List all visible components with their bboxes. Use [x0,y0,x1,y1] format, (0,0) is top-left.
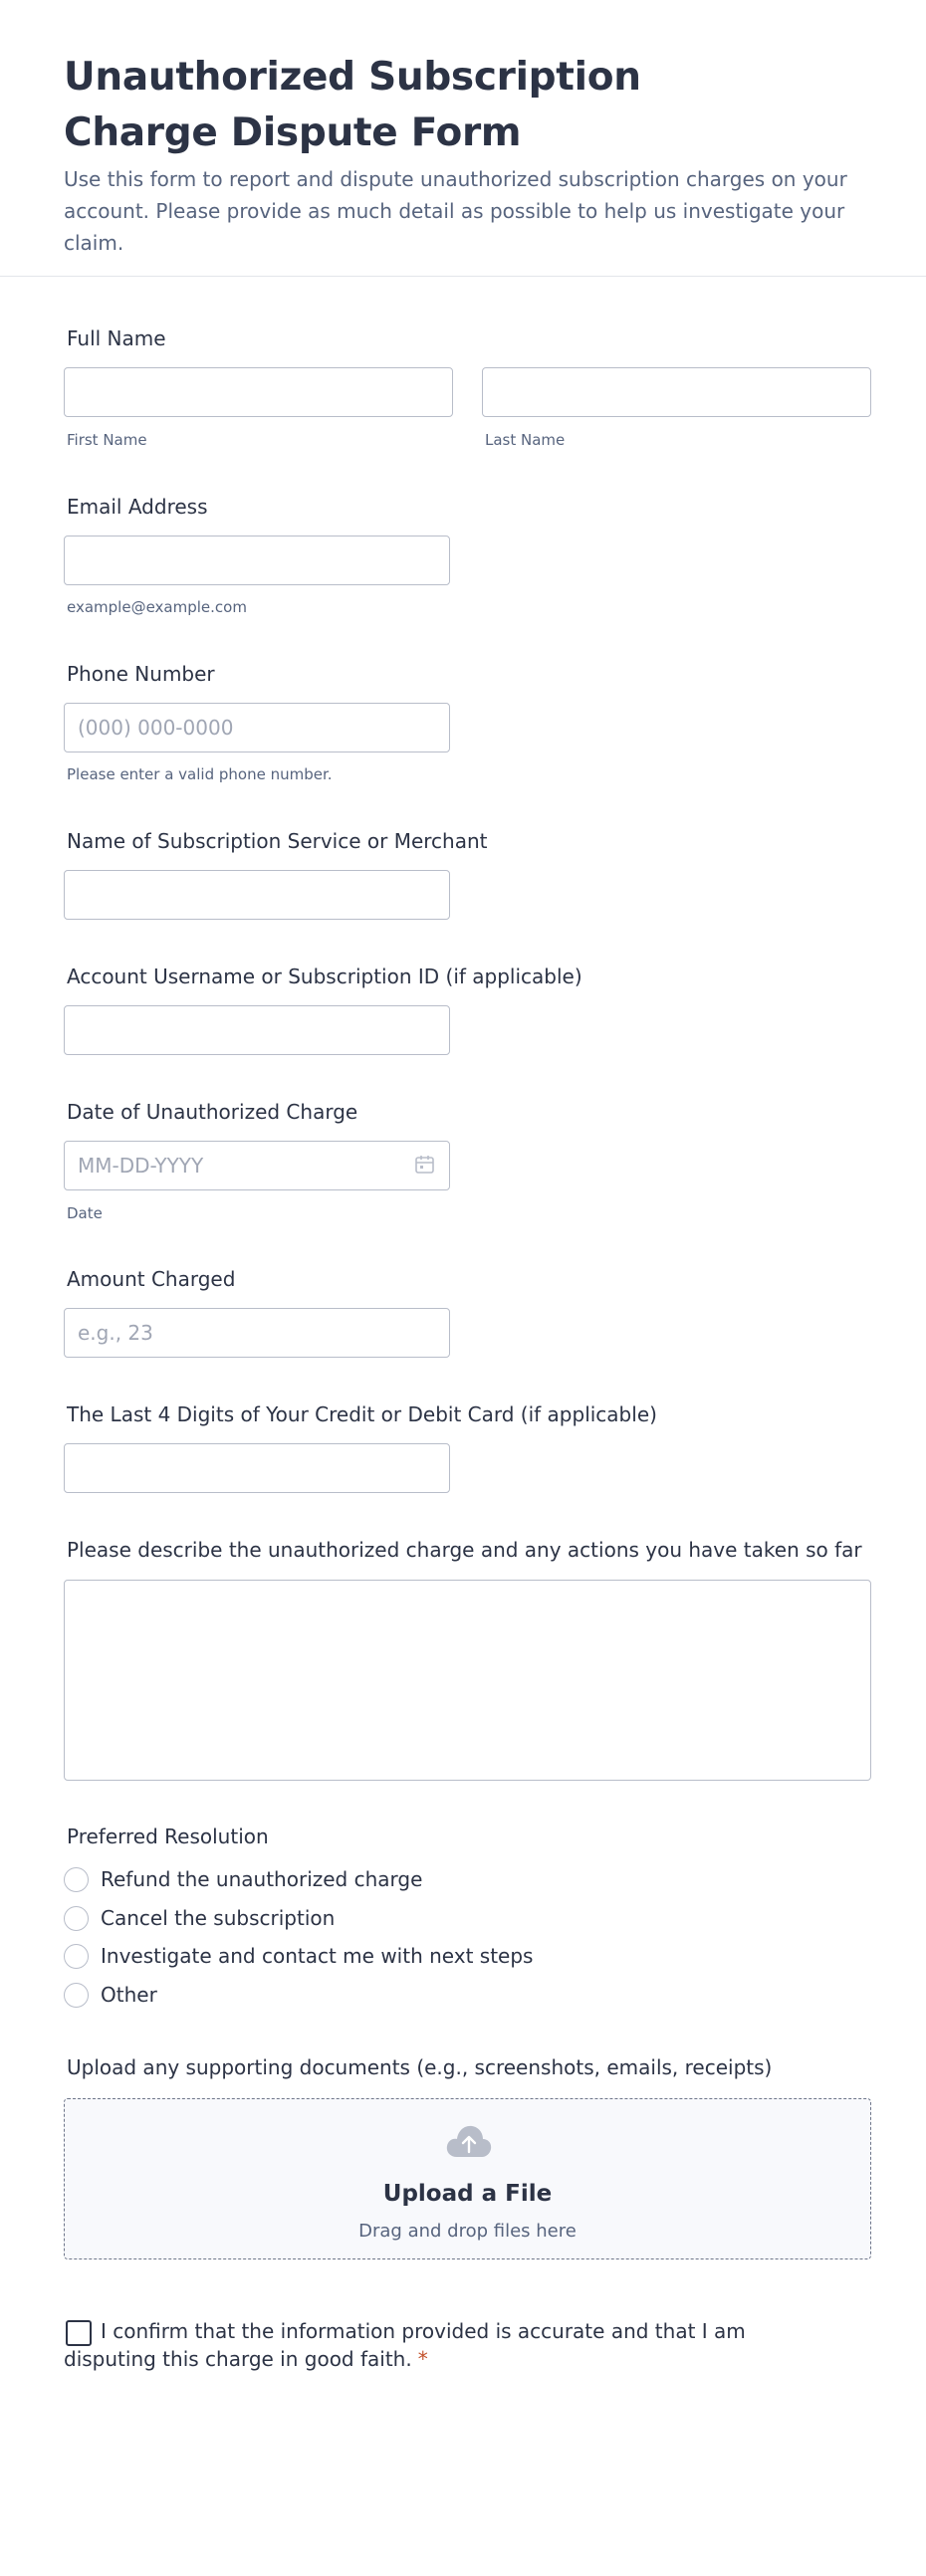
resolution-label: Preferred Resolution [67,1825,269,1848]
account-label: Account Username or Subscription ID (if applicable) [67,965,582,988]
full-name-label: Full Name [67,326,166,350]
last-name-sublabel: Last Name [485,431,566,449]
radio-button[interactable] [64,1944,89,1969]
email-input[interactable] [64,536,450,585]
card-digits-input[interactable] [64,1443,450,1493]
upload-hint: Drag and drop files here [358,2221,577,2242]
description-label: Please describe the unauthorized charge and any actions you have taken so far [67,1538,862,1562]
resolution-option-investigate[interactable]: Investigate and contact me with next steps [64,1941,533,1971]
upload-title: Upload a File [382,2181,553,2207]
phone-label: Phone Number [67,662,215,686]
resolution-option-refund[interactable]: Refund the unauthorized charge [64,1864,422,1894]
description-textarea[interactable] [64,1580,871,1781]
account-id-input[interactable] [64,1005,450,1055]
resolution-option-other[interactable]: Other [64,1980,157,2010]
form-subtitle: Use this form to report and dispute unauthorized subscription charges on your account. Please provide as much detail as possible to help us investigate your claim. [64,167,847,255]
charge-date-sublabel: Date [67,1204,103,1222]
resolution-option-cancel[interactable]: Cancel the subscription [64,1903,335,1933]
charge-date-label: Date of Unauthorized Charge [67,1100,358,1124]
confirm-text: I confirm that the information provided is accurate and that I am disputing this charge in good faith. [64,2319,746,2371]
form-title: Unauthorized Subscription Charge Dispute Form [64,55,641,155]
file-upload-dropzone[interactable] [64,2098,871,2259]
required-asterisk: * [417,2347,428,2371]
radio-button[interactable] [64,1983,89,2008]
phone-input[interactable] [64,703,450,752]
radio-button[interactable] [64,1867,89,1892]
upload-label: Upload any supporting documents (e.g., screenshots, emails, receipts) [67,2055,773,2079]
amount-input[interactable] [64,1308,450,1358]
merchant-input[interactable] [64,870,450,920]
merchant-label: Name of Subscription Service or Merchant [67,829,488,853]
email-sublabel: example@example.com [67,598,247,616]
email-label: Email Address [67,495,208,519]
first-name-sublabel: First Name [67,431,147,449]
charge-date-input[interactable] [64,1141,450,1190]
confirm-statement [64,2317,751,2373]
form-header [0,0,926,277]
phone-sublabel: Please enter a valid phone number. [67,765,333,783]
cloud-upload-icon [445,2123,493,2159]
last-name-input[interactable] [482,367,871,417]
calendar-icon[interactable] [414,1154,436,1176]
radio-button[interactable] [64,1906,89,1931]
first-name-input[interactable] [64,367,453,417]
amount-label: Amount Charged [67,1267,236,1291]
card-digits-label: The Last 4 Digits of Your Credit or Debit Card (if applicable) [67,1402,657,1426]
